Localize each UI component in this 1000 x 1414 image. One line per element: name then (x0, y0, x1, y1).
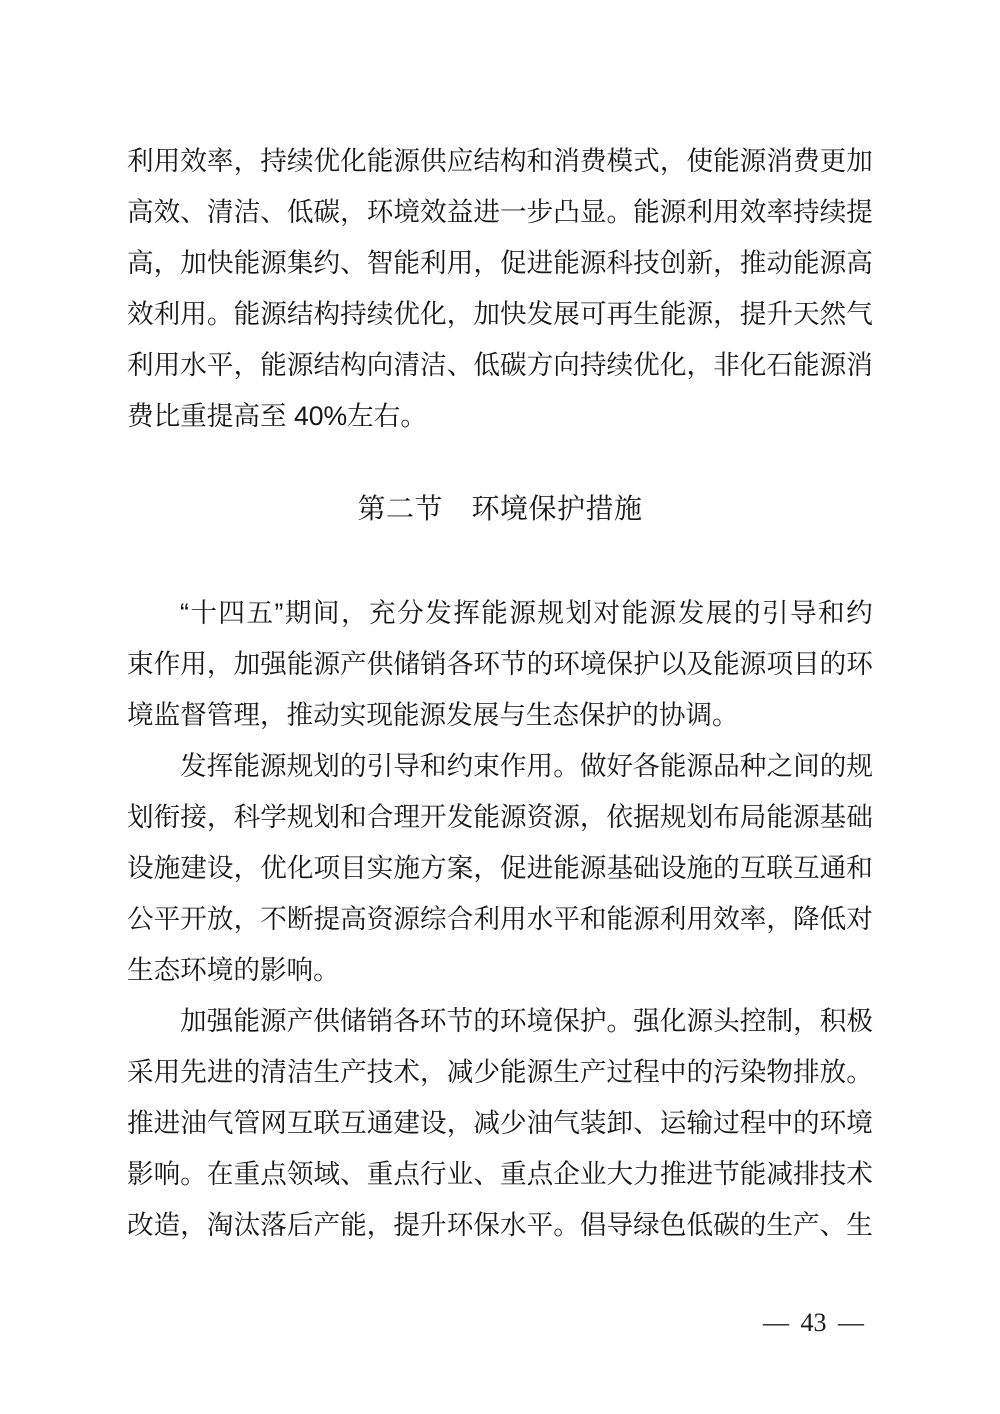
section-heading: 第二节 环境保护措施 (357, 493, 643, 524)
text-line: 生态环境的影响。 (127, 955, 340, 985)
text-line: 改 造 ， 淘 汰 落 后 产 能 ， 提 升 环 保 水 平 。 倡 导 绿 色 低 碳 的 生 产 、 生 (127, 1210, 873, 1240)
text-line: 影 响 。 在 重 点 领 域 、 重 点 行 业 、 重 点 企 业 大 力 推 进 节 能 减 排 技 术 (127, 1159, 873, 1189)
text-line: 束 作 用 ， 加 强 能 源 产 供 储 销 各 环 节 的 环 境 保 护 以 及 能 源 项 目 的 环 (127, 649, 873, 679)
text-line: 效 利 用 。 能 源 结 构 持 续 优 化 ， 加 快 发 展 可 再 生 能 源 ， 提 升 天 然 气 (127, 299, 873, 329)
text-line: 发 挥 能 源 规 划 的 引 导 和 约 束 作 用 。 做 好 各 能 源 品 种 之 间 的 规 (180, 751, 873, 781)
text-line: 费比重提高至 40%左右。 (127, 401, 427, 431)
text-line: 划 衔 接 ， 科 学 规 划 和 合 理 开 发 能 源 资 源 ， 依 据 规 划 布 局 能 源 基 础 (127, 802, 873, 832)
text-line: 高 效 、 清 洁 、 低 碳 ， 环 境 效 益 进 一 步 凸 显 。 能 源 利 用 效 率 持 续 提 (127, 197, 873, 227)
text-line: “ 十 四 五 ” 期 间 ， 充 分 发 挥 能 源 规 划 对 能 源 发 展 的 引 导 和 约 (180, 598, 873, 628)
text-line: 境监督管理，推动实现能源发展与生态保护的协调。 (127, 700, 739, 730)
text-line: 采 用 先 进 的 清 洁 生 产 技 术 ， 减 少 能 源 生 产 过 程 中 的 污 染 物 排 放 。 (127, 1057, 873, 1087)
text-line: 高 ， 加 快 能 源 集 约 、 智 能 利 用 ， 促 进 能 源 科 技 创 新 ， 推 动 能 源 高 (127, 248, 873, 278)
paragraph-energy-efficiency (127, 136, 873, 442)
text-line: 推 进 油 气 管 网 互 联 互 通 建 设 ， 减 少 油 气 装 卸 、 运 输 过 程 中 的 环 境 (127, 1108, 873, 1138)
text-line: 设 施 建 设 ， 优 化 项 目 实 施 方 案 ， 促 进 能 源 基 础 设 施 的 互 联 互 通 和 (127, 853, 873, 883)
section-body (127, 588, 873, 1251)
page-number: — 43 — (763, 1308, 864, 1337)
text-line: 利 用 水 平 ， 能 源 结 构 向 清 洁 、 低 碳 方 向 持 续 优 化 ， 非 化 石 能 源 消 (127, 350, 873, 380)
text-line: 加 强 能 源 产 供 储 销 各 环 节 的 环 境 保 护 。 强 化 源 头 控 制 ， 积 极 (180, 1006, 873, 1036)
text-line: 公 平 开 放 ， 不 断 提 高 资 源 综 合 利 用 水 平 和 能 源 利 用 效 率 ， 降 低 对 (127, 904, 873, 934)
text-line: 利 用 效 率 ， 持 续 优 化 能 源 供 应 结 构 和 消 费 模 式 ， 使 能 源 消 费 更 加 (127, 146, 873, 176)
